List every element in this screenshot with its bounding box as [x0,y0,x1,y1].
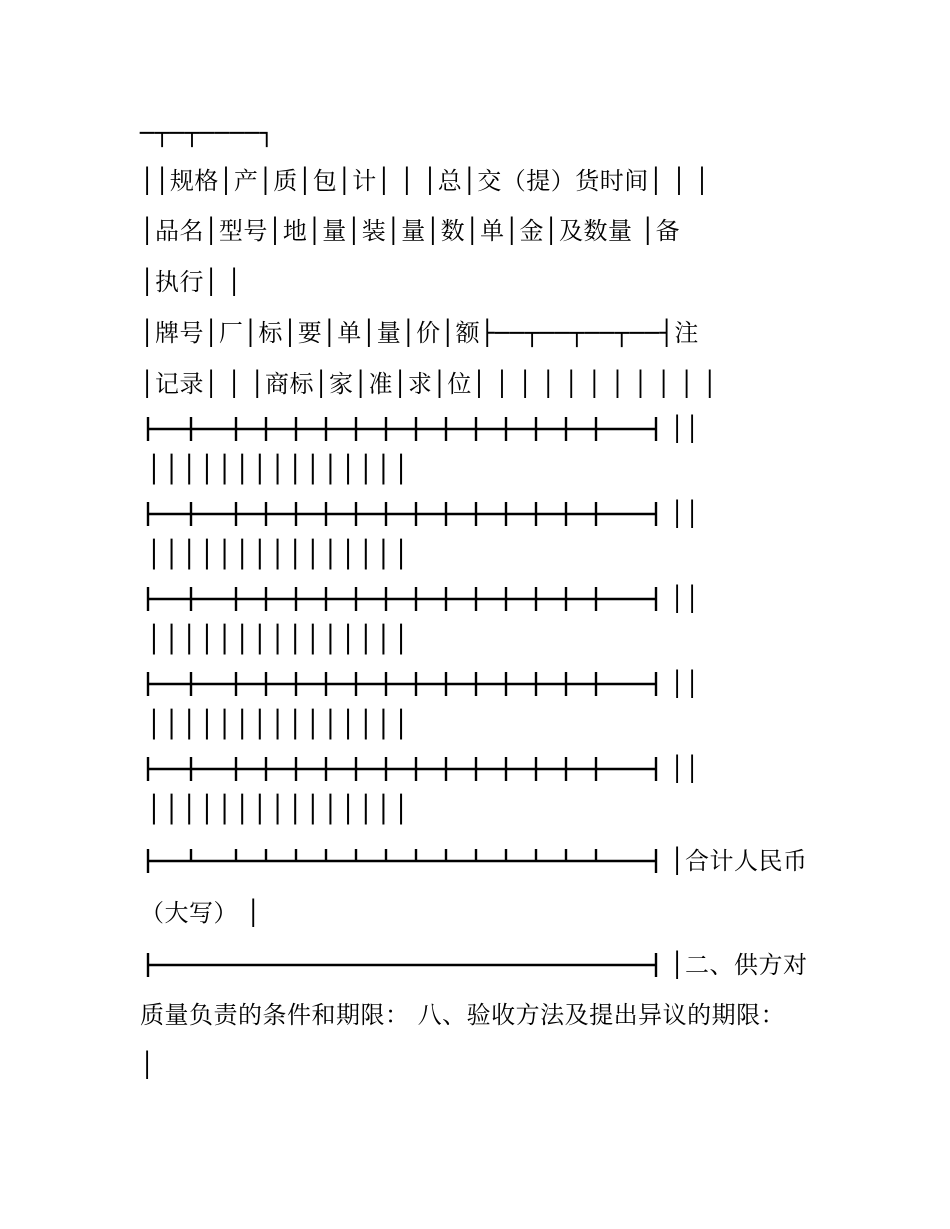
section-divider-rule [146,950,658,980]
table-row-cells: │││││││││││││││ [146,710,411,740]
row-divider-rule [146,414,658,444]
row-divider-tail: ││ [670,585,700,613]
row-divider-rule [146,669,658,699]
table-row-cells: │││││││││││││││ [146,540,411,570]
row-divider-rule [146,499,658,529]
row-divider-tail: ││ [670,415,700,443]
header-line-4: │牌号│厂│标│要│单│量│价│额├──┬──┬──┬──┤注 [140,319,699,347]
header-line-2: │品名│型号│地│量│装│量│数│单│金│及数量 │备 [140,217,681,245]
row-divider-rule [146,584,658,614]
total-label: │合计人民币 [670,847,808,875]
header-line-3: │执行│ │ [140,268,242,296]
row-divider-rule [146,754,658,784]
row-divider-tail: ││ [670,755,700,783]
closing-bar: │ [140,1051,155,1079]
table-row-cells: │││││││││││││││ [146,625,411,655]
table-top-border: ─┬─┬────┐ [140,119,275,147]
header-line-5: │记录│ │ │商标│家│准│求│位│ │ │ │ │ │ │ │ │ │ │ [140,370,718,398]
section-text: 质量负责的条件和期限： 八、验收方法及提出异议的期限： [140,1001,786,1029]
total-divider-rule [146,846,658,876]
header-line-1: ││规格│产│质│包│计│ │ │总│交（提）货时间│ │ │ [140,167,710,195]
row-divider-tail: ││ [670,670,700,698]
total-amount-line: （大写） │ [140,899,262,927]
row-divider-tail: ││ [670,500,700,528]
table-row-cells: │││││││││││││││ [146,455,411,485]
table-row-cells: │││││││││││││││ [146,795,411,825]
section-heading: │二、供方对 [670,951,808,979]
